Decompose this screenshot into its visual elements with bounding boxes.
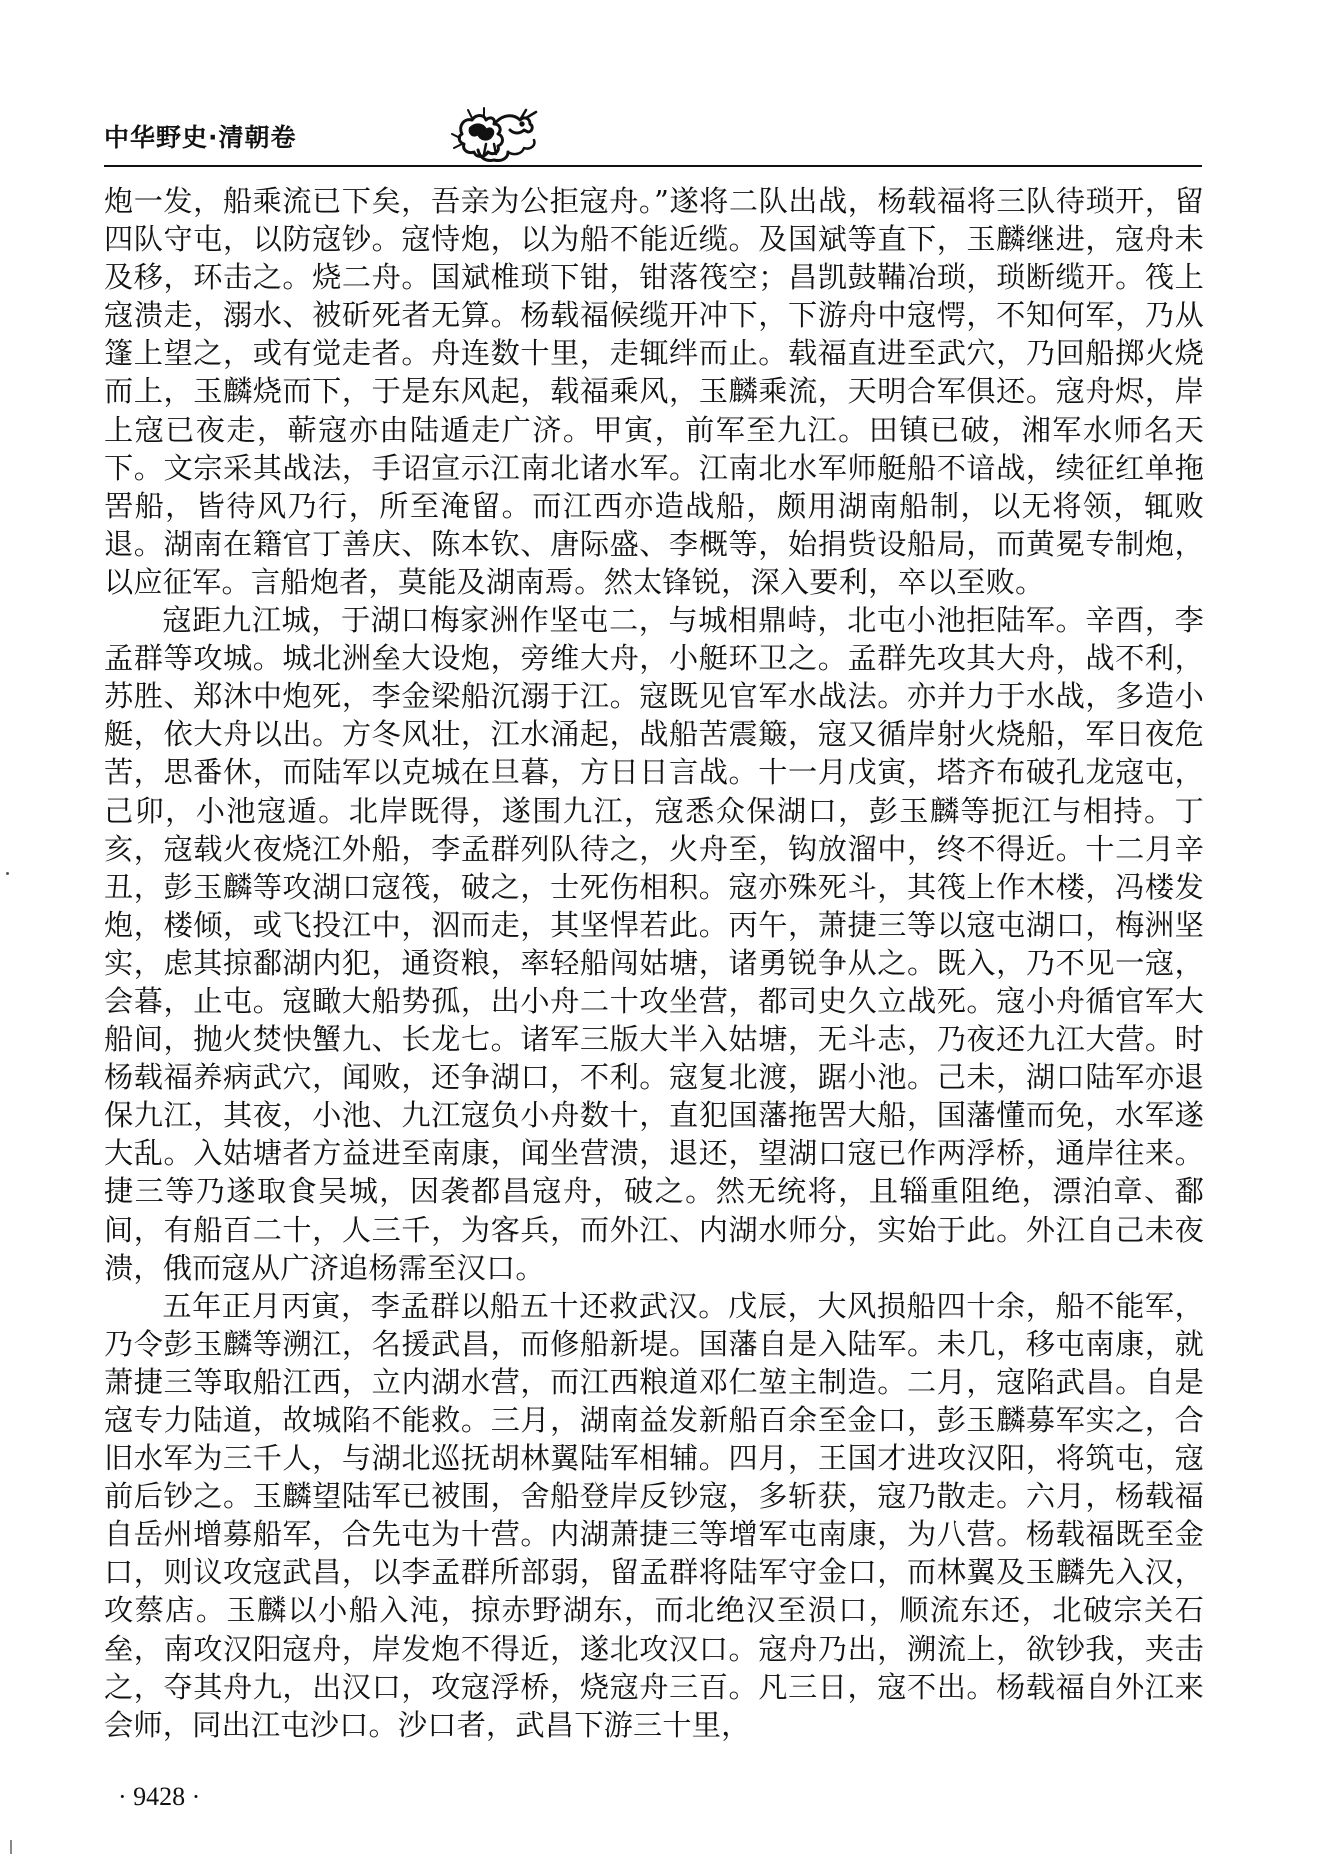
paragraph: 炮一发，船乘流已下矣，吾亲为公拒寇舟。”遂将二队出战，杨载福将三队待琐开，留四队守屯，以防寇钞。寇恃炮，以为船不能近缆。及国斌等直下，玉麟继进，寇舟未及移，环击之。烧二舟。国斌椎琐下钳，钳落筏空；昌凯鼓鞴冶琐，琐断缆开。筏上寇溃走，溺水、被斫死者无算。杨载福候缆开冲下，下游舟中寇愕，不知何军，乃从篷上望之，或有觉走者。舟连数十里，走辄绊而止。载福直进至武穴，乃回船掷火烧而上，玉麟烧而下，于是东风起，载福乘风，玉麟乘流，天明合军俱还。寇舟烬，岸上寇已夜走，蕲寇亦由陆遁走广济。甲寅，前军至九江。田镇已破，湘军水师名天下。文宗采其战法，手诏宣示江南北诸水军。江南北水军师艇船不谙战，续征红单拖罟船，皆待风乃行，所至淹留。而江西亦造战船，颇用湖南船制，以无将领，辄败退。湖南在籍官丁善庆、陈本钦、唐际盛、李概等，始捐赀设船局，而黄冕专制炮，以应征军。言船炮者，莫能及湖南焉。然太锋锐，深入要利，卒以至败。	[104, 184, 1204, 599]
paragraph: 五年正月丙寅，李孟群以船五十还救武汉。戊辰，大风损船四十余，船不能军，乃令彭玉麟等溯江，名援武昌，而修船新堤。国藩自是入陆军。未几，移屯南康，就萧捷三等取船江西，立内湖水营，而江西粮道邓仁堃主制造。二月，寇陷武昌。自是寇专力陆道，故城陷不能救。三月，湖南益发新船百余至金口，彭玉麟募军实之，合旧水军为三千人，与湖北巡抚胡林翼陆军相辅。四月，王国才进攻汉阳，将筑屯，寇前后钞之。玉麟望陆军已被围，舍船登岸反钞寇，多斩获，寇乃散走。六月，杨载福自岳州增募船军，合先屯为十营。内湖萧捷三等增军屯南康，为八营。杨载福既至金口，则议攻寇武昌，以李孟群所部弱，留孟群将陆军守金口，而林翼及玉麟先入汉，攻蔡店。玉麟以小船入沌，掠赤野湖东，而北绝汉至涢口，顺流东还，北破宗关石垒，南攻汉阳寇舟，岸发炮不得近，遂北攻汉口。寇舟乃出，溯流上，欲钞我，夹击之，夺其舟九，出汉口，攻寇浮桥，烧寇舟三百。凡三日，寇不出。杨载福自外江来会师，同出江屯沙口。沙口者，武昌下游三十里，	[104, 1288, 1204, 1742]
paragraph: 寇距九江城，于湖口梅家洲作坚屯二，与城相鼎峙，北屯小池拒陆军。辛酉，李孟群等攻城。城北洲垒大设炮，旁维大舟，小艇环卫之。孟群先攻其大舟，战不利，苏胜、郑沐中炮死，李金梁船沉溺于江。寇既见官军水战法。亦并力于水战，多造小艇，依大舟以出。方冬风壮，江水涌起，战船苦震簸，寇又循岸射火烧船，军日夜危苦，思番休，而陆军以克城在旦暮，方日日言战。十一月戊寅，塔齐布破孔龙寇屯，己卯，小池寇遁。北岸既得，遂围九江，寇悉众保湖口，彭玉麟等扼江与相持。丁亥，寇载火夜烧江外船，李孟群列队待之，火舟至，钩放溜中，终不得近。十二月辛丑，彭玉麟等攻湖口寇筏，破之，士死伤相积。寇亦殊死斗，其筏上作木楼，冯楼发炮，楼倾，或飞投江中，泅而走，其坚悍若此。丙午，萧捷三等以寇屯湖口，梅洲坚实，虑其掠鄱湖内犯，通资粮，率轻船闯姑塘，诸勇锐争从之。既入，乃不见一寇，会暮，止屯。寇瞰大船势孤，出小舟二十攻坐营，都司史久立战死。寇小舟循官军大船间，抛火焚快蟹九、长龙七。诸军三版大半入姑塘，无斗志，乃夜还九江大营。时杨载福养病武穴，闻败，还争湖口，不利。寇复北渡，踞小池。己未，湖口陆军亦退保九江，其夜，小池、九江寇负小舟数十，直犯国藩拖罟大船，国藩懂而免，水军遂大乱。入姑塘者方益进至南康，闻坐营溃，退还，望湖口寇已作两浮桥，通岸往来。捷三等乃遂取食吴城，因袭都昌寇舟，破之。然无统将，且辎重阻绝，漂泊章、鄱间，有船百二十，人三千，为客兵，而外江、内湖水师分，实始于此。外江自己未夜溃，俄而寇从广济追杨霈至汉口。	[104, 603, 1204, 1285]
scan-speck	[10, 1840, 12, 1854]
series-title: 中华野史·清朝卷	[104, 123, 297, 152]
body-text	[104, 182, 1204, 1744]
dragon-icon	[450, 104, 542, 166]
header-rule	[104, 165, 1202, 167]
scan-speck	[6, 872, 9, 875]
running-header	[104, 118, 1204, 162]
page-number: · 9428 ·	[118, 1782, 201, 1811]
